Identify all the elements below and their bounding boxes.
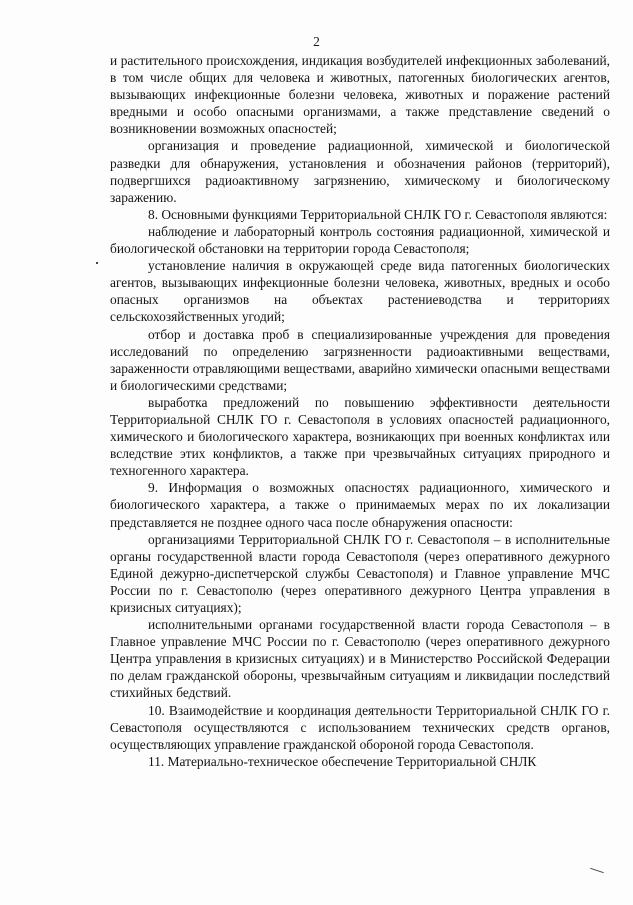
- paragraph-section-10: 10. Взаимодействие и координация деятельности Территориальной СНЛК ГО г. Севастополя осуществляются с использованием технических средств органов, осуществляющих управление гражданской обороной города Севастополя.: [110, 702, 610, 752]
- paragraph-section-11: 11. Материально-техническое обеспечение Территориальной СНЛК: [148, 753, 537, 769]
- paragraph-organizations-report: организациями Территориальной СНЛК ГО г. Севастополя – в исполнительные органы государственной власти города Севастополя (через оперативного дежурного Единой дежурно-диспетчерской службы Севастополя) и Главное управление МЧС России по г. Севастополю (через оперативного дежурного Центра управления в кризисных ситуациях);: [110, 531, 610, 615]
- paragraph-pathogen-detection: установление наличия в окружающей среде вида патогенных биологических агентов, вызывающих инфекционные болезни человека, животных, вредных и особо опасных организмов на объектах растениеводства и территориях сельскохозяйственных угодий;: [110, 258, 610, 325]
- paragraph-executive-report: исполнительными органами государственной власти города Севастополя – в Главное управление МЧС России по г. Севастополю (через оперативного дежурного Центра управления в кризисных ситуациях) и в Министерство Российской Федерации по делам гражданской обороны, чрезвычайным ситуациям и ликвидации последствий стихийных бедствий.: [110, 617, 610, 701]
- scan-speck: [590, 868, 604, 873]
- paragraph-section-9: 9. Информация о возможных опасностях радиационного, химического и биологического характера, а также о принимаемых мерах по их локализации представляется не позднее одного часа после обнаружения опасности:: [110, 480, 610, 530]
- paragraph-monitoring: наблюдение и лабораторный контроль состояния радиационной, химической и биологической обстановки на территории города Севастополя;: [110, 223, 610, 257]
- paragraph-proposals: выработка предложений по повышению эффективности деятельности Территориальной СНЛК ГО г. Севастополя в условиях опасностей радиационного, химического и биологического характера, возникающих при военных конфликтах или вследствие этих конфликтов, а также при чрезвычайных ситуациях природного и техногенного характера.: [110, 394, 610, 479]
- page-number: 2: [313, 34, 320, 49]
- paragraph-continuation: и растительного происхождения, индикация возбудителей инфекционных заболеваний, в том числе общих для человека и животных, патогенных биологических агентов, вызывающих инфекционные болезни человека, животных и поражение растений вредными и особо опасными организмами, а также представление сведений о возникновении возможных опасностей;: [110, 53, 610, 137]
- paragraph-section-8: 8. Основными функциями Территориальной СНЛК ГО г. Севастополя являются:: [148, 206, 608, 222]
- document-body: [110, 52, 610, 770]
- paragraph-reconnaissance: организация и проведение радиационной, химической и биологической разведки для обнаружения, установления и обозначения районов (территорий), подвергшихся радиоактивному загрязнению, химическому и биологическому заражению.: [110, 138, 610, 205]
- scan-speck: [96, 262, 98, 264]
- paragraph-sampling: отбор и доставка проб в специализированные учреждения для проведения исследований по определению загрязненности радиоактивными веществами, зараженности отравляющими веществами, аварийно химически опасными веществами и биологическими средствами;: [110, 326, 610, 393]
